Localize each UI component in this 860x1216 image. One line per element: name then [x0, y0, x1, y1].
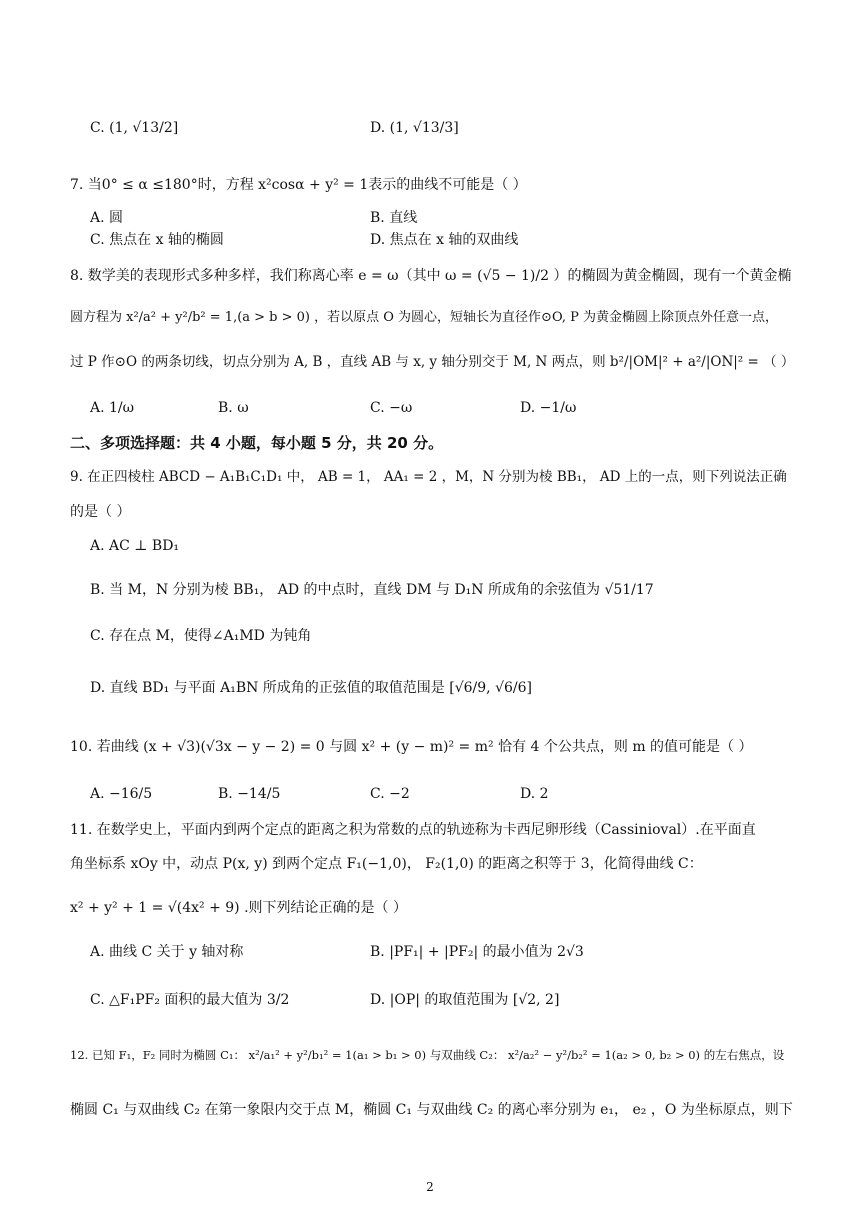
q7-option-b: B. 直线	[370, 210, 418, 226]
q7-option-c: C. 焦点在 x 轴的椭圆	[90, 232, 224, 248]
page-number: 2	[426, 1180, 434, 1194]
q10-option-a: A. −16/5	[90, 786, 153, 802]
q11-option-b: B. |PF₁| + |PF₂| 的最小值为 2√3	[370, 944, 584, 960]
q7-option-a: A. 圆	[90, 210, 124, 226]
q11-stem-line2: 角坐标系 xOy 中，动点 P(x, y) 到两个定点 F₁(−1,0)， F₂(1,0) 的距离之积等于 3，化简得曲线 C：	[70, 856, 703, 872]
q12-stem-line2: 椭圆 C₁ 与双曲线 C₂ 在第一象限内交于点 M，椭圆 C₁ 与双曲线 C₂ 的离心率分别为 e₁， e₂ ，O 为坐标原点，则下	[70, 1102, 793, 1118]
q10-option-b: B. −14/5	[218, 786, 281, 802]
q9-option-d: D. 直线 BD₁ 与平面 A₁BN 所成角的正弦值的取值范围是 [√6/9, √6/6]	[90, 680, 532, 696]
q9-option-a: A. AC ⊥ BD₁	[90, 538, 180, 554]
q8-option-a: A. 1/ω	[90, 400, 135, 416]
q11-option-c: C. △F₁PF₂ 面积的最大值为 3/2	[90, 992, 290, 1008]
q9-option-c: C. 存在点 M，使得∠A₁MD 为钝角	[90, 628, 312, 644]
q7-stem: 7. 当0° ≤ α ≤180°时，方程 x²cosα + y² = 1表示的曲线不可能是（ ）	[70, 177, 527, 193]
section-heading-multiple-choice: 二、多项选择题：共 4 小题，每小题 5 分，共 20 分。	[70, 434, 444, 452]
q11-stem-line3: x² + y² + 1 = √(4x² + 9) .则下列结论正确的是（ ）	[70, 900, 407, 916]
q8-stem-line3: 过 P 作⊙O 的两条切线，切点分别为 A, B ，直线 AB 与 x, y 轴分别交于 M, N 两点，则 b²/|OM|² + a²/|ON|² = （ ）	[70, 354, 795, 370]
q10-option-c: C. −2	[370, 786, 410, 802]
q11-option-a: A. 曲线 C 关于 y 轴对称	[90, 944, 244, 960]
q6-option-c: C. (1, √13/2]	[90, 120, 179, 136]
q8-option-c: C. −ω	[370, 400, 413, 416]
q6-option-d: D. (1, √13/3]	[370, 120, 459, 136]
q7-option-d: D. 焦点在 x 轴的双曲线	[370, 232, 519, 248]
q9-stem-line2: 的是（ ）	[70, 504, 131, 520]
q8-stem-line2: 圆方程为 x²/a² + y²/b² = 1,(a > b > 0) ，若以原点 O 为圆心，短轴长为直径作⊙O, P 为黄金椭圆上除顶点外任意一点，	[70, 310, 778, 325]
q11-stem-line1: 11. 在数学史上，平面内到两个定点的距离之积为常数的点的轨迹称为卡西尼卵形线（Cassinioval）.在平面直	[70, 822, 756, 838]
q8-option-d: D. −1/ω	[520, 400, 577, 416]
q11-option-d: D. |OP| 的取值范围为 [√2, 2]	[370, 992, 560, 1008]
q8-option-b: B. ω	[218, 400, 249, 416]
q10-option-d: D. 2	[520, 786, 549, 802]
q9-option-b: B. 当 M，N 分别为棱 BB₁， AD 的中点时，直线 DM 与 D₁N 所成角的余弦值为 √51/17	[90, 582, 654, 598]
q9-stem-line1: 9. 在正四棱柱 ABCD − A₁B₁C₁D₁ 中， AB = 1， AA₁ = 2 ，M，N 分别为棱 BB₁， AD 上的一点，则下列说法正确	[70, 469, 787, 485]
q8-stem-line1: 8. 数学美的表现形式多种多样，我们称离心率 e = ω（其中 ω = (√5 − 1)/2 ）的椭圆为黄金椭圆，现有一个黄金椭	[70, 268, 792, 284]
q10-stem: 10. 若曲线 (x + √3)(√3x − y − 2) = 0 与圆 x² + (y − m)² = m² 恰有 4 个公共点，则 m 的值可能是（ ）	[70, 739, 753, 755]
q12-stem-line1: 12. 已知 F₁，F₂ 同时为椭圆 C₁： x²/a₁² + y²/b₁² = 1(a₁ > b₁ > 0) 与双曲线 C₂： x²/a₂² − y²/b₂² = 1(a₂ > 0, b₂ > 0) 的左右焦点，设	[70, 1048, 785, 1062]
